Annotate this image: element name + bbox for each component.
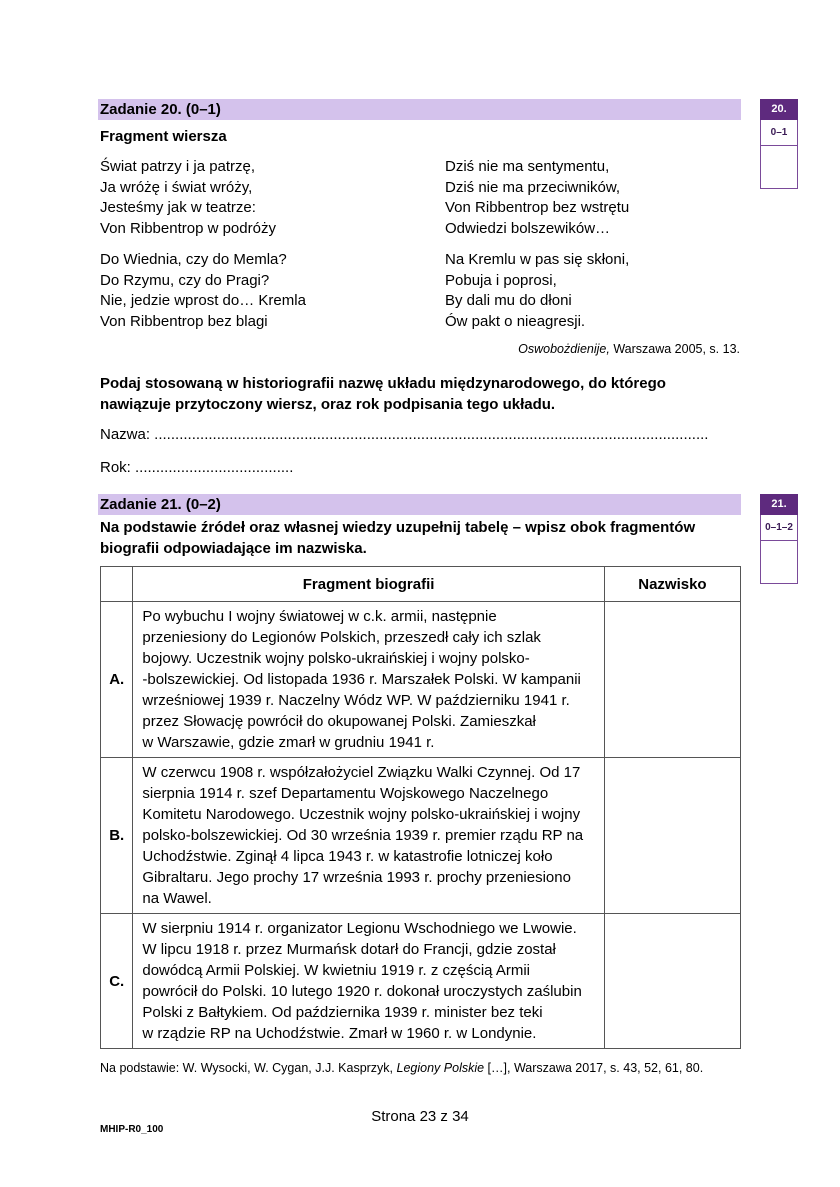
table-header-name: Nazwisko: [604, 567, 740, 602]
poem-line: Von Ribbentrop w podróży: [100, 220, 276, 238]
poem-stanza-right-1: [445, 157, 629, 240]
task20-question: Podaj stosowaną w historiografii nazwę układu międzynarodowego, do którego nawiązuje przytoczony wiersz, oraz rok podpisania tego układu.: [100, 375, 666, 413]
poem-line: Von Ribbentrop bez blagi: [100, 312, 268, 330]
fragment-line: Uchodźstwie. Zginął 4 lipca 1943 r. w katastrofie lotniczej koło: [142, 848, 553, 865]
fragment-line: W sierpniu 1914 r. organizator Legionu Wschodniego we Lwowie.: [142, 920, 577, 937]
fragment-line: powrócił do Polski. 10 lutego 1920 r. dokonał uroczystych zaślubin: [142, 983, 582, 1000]
fragment-line: dowódcą Armii Polskiej. W kwietniu 1919 r. z częścią Armii: [142, 962, 531, 979]
fragment-line: na Wawel.: [142, 890, 212, 907]
table-source-suffix: […], Warszawa 2017, s. 43, 52, 61, 80.: [484, 1061, 704, 1075]
fragment-line: polsko-bolszewickiej. Od 30 września 1939 r. premier rządu RP na: [142, 827, 584, 844]
fragment-line: Po wybuchu I wojny światowej w c.k. armii, następnie: [142, 608, 497, 625]
poem-source-rest: Warszawa 2005, s. 13.: [609, 342, 740, 356]
biography-table: [100, 566, 741, 1049]
surname-answer-cell[interactable]: [604, 602, 740, 758]
fragment-line: -bolszewickiej. Od listopada 1936 r. Marszałek Polski. W kampanii: [142, 671, 581, 688]
poem-left-column: [100, 157, 306, 343]
poem-line: Dziś nie ma przeciwników,: [445, 178, 621, 196]
poem-stanza-left-1: [100, 157, 306, 240]
task21-question: Na podstawie źródeł oraz własnej wiedzy uzupełnij tabelę – wpisz obok fragmentów biografii odpowiadające im nazwiska.: [100, 519, 696, 557]
biography-fragment: [133, 914, 604, 1049]
task21-score-field[interactable]: [760, 541, 798, 584]
surname-answer-cell[interactable]: [604, 914, 740, 1049]
table-header-row: [101, 567, 741, 602]
poem-line: Do Rzymu, czy do Pragi?: [100, 271, 270, 289]
poem-line: Na Kremlu w pas się skłoni,: [445, 250, 630, 268]
poem-line: By dali mu do dłoni: [445, 292, 572, 310]
task21-header: Zadanie 21. (0–2): [98, 494, 741, 515]
task20-score-points: 0–1: [760, 120, 798, 146]
poem-source-title: Oswobożdienije,: [518, 342, 610, 356]
fragment-line: w rządzie RP na Uchodźstwie. Zmarł w 1960 r. w Londynie.: [142, 1025, 537, 1042]
fragment-line: W czerwcu 1908 r. współzałożyciel Związku Walki Czynnej. Od 17: [142, 764, 581, 781]
poem-line: Pobuja i poprosi,: [445, 271, 557, 289]
table-row: [101, 602, 741, 758]
poem-title: Fragment wiersza: [100, 128, 227, 145]
table-row: [101, 914, 741, 1049]
row-letter: C.: [101, 914, 133, 1049]
poem-line: Nie, jedzie wprost do… Kremla: [100, 292, 306, 310]
task21-score-number: 21.: [760, 494, 798, 515]
table-header-fragment: Fragment biografii: [133, 567, 604, 602]
row-letter: A.: [101, 602, 133, 758]
answer-name-line[interactable]: Nazwa: .....................................................................................................................................: [100, 426, 709, 443]
table-row: [101, 758, 741, 914]
fragment-line: w Warszawie, gdzie zmarł w grudniu 1941 r.: [142, 734, 435, 751]
biography-fragment: [133, 602, 604, 758]
table-source: [100, 1061, 703, 1075]
poem-stanza-right-2: [445, 250, 629, 333]
exam-code: MHIP-R0_100: [100, 1124, 164, 1135]
task20-score-field[interactable]: [760, 146, 798, 189]
poem-line: Ja wróżę i świat wróży,: [100, 178, 253, 196]
poem-line: Von Ribbentrop bez wstrętu: [445, 199, 630, 217]
table-source-prefix: Na podstawie: W. Wysocki, W. Cygan, J.J. Kasprzyk,: [100, 1061, 397, 1075]
task21-score-box: [760, 494, 798, 584]
answer-year-line[interactable]: Rok: ......................................: [100, 459, 294, 476]
fragment-line: Gibraltaru. Jego prochy 17 września 1993 r. prochy przeniesiono: [142, 869, 571, 886]
table-source-title: Legiony Polskie: [396, 1061, 485, 1075]
task20-header: Zadanie 20. (0–1): [98, 99, 741, 120]
poem-stanza-left-2: [100, 250, 306, 333]
task20-score-number: 20.: [760, 99, 798, 120]
poem-right-column: [445, 157, 629, 343]
poem-line: Świat patrzy i ja patrzę,: [100, 158, 256, 175]
fragment-line: przez Słowację powrócił do okupowanej Polski. Zamieszkał: [142, 713, 536, 730]
poem-line: Ów pakt o nieagresji.: [445, 312, 586, 330]
poem-line: Odwiedzi bolszewików…: [445, 220, 611, 238]
fragment-line: W lipcu 1918 r. przez Murmańsk dotarł do Francji, gdzie został: [142, 941, 556, 958]
page-number: Strona 23 z 34: [371, 1108, 469, 1125]
row-letter: B.: [101, 758, 133, 914]
fragment-line: przeniesiony do Legionów Polskich, przeszedł cały ich szlak: [142, 629, 541, 646]
surname-answer-cell[interactable]: [604, 758, 740, 914]
poem-line: Do Wiednia, czy do Memla?: [100, 250, 287, 268]
biography-fragment: [133, 758, 604, 914]
poem-line: Dziś nie ma sentymentu,: [445, 158, 610, 175]
fragment-line: Komitetu Narodowego. Uczestnik wojny polsko-ukraińskiej i wojny: [142, 806, 581, 823]
poem-source: [518, 342, 740, 356]
fragment-line: Polski z Bałtykiem. Od października 1939 r. minister bez teki: [142, 1004, 543, 1021]
task20-score-box: [760, 99, 798, 189]
table-header-empty: [101, 567, 133, 602]
task21-score-points: 0–1–2: [760, 515, 798, 541]
fragment-line: wrześniowej 1939 r. Naczelny Wódz WP. W październiku 1941 r.: [142, 692, 570, 709]
fragment-line: sierpnia 1914 r. szef Departamentu Wojskowego Naczelnego: [142, 785, 549, 802]
poem-line: Jesteśmy jak w teatrze:: [100, 199, 256, 217]
fragment-line: bojowy. Uczestnik wojny polsko-ukraińskiej i wojny polsko-: [142, 650, 530, 667]
